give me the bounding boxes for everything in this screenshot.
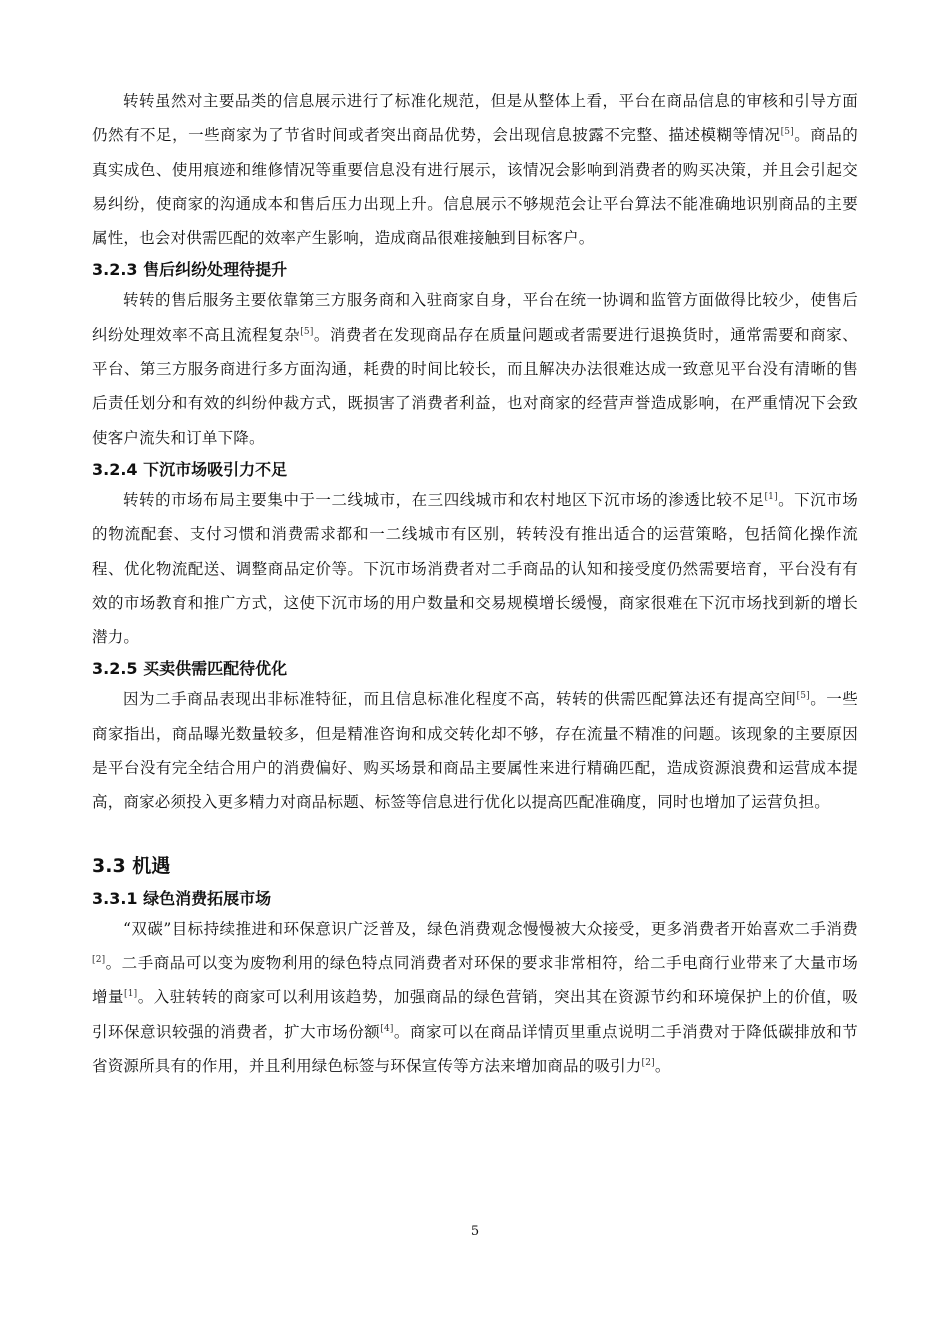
paragraph-text: 转转的市场布局主要集中于一二线城市，在三四线城市和农村地区下沉市场的渗透比较不足 xyxy=(123,490,765,509)
citation-marker: [1] xyxy=(764,491,778,502)
paragraph-text: “双碳”目标持续推进和环保意识广泛普及，绿色消费观念慢慢被大众接受，更多消费者开始喜欢二手消费 xyxy=(123,919,858,938)
citation-marker: [1] xyxy=(124,989,138,1000)
page-number: 5 xyxy=(470,1224,480,1239)
paragraph-text: 因为二手商品表现出非标准特征，而且信息标准化程度不高，转转的供需匹配算法还有提高空间 xyxy=(123,690,797,709)
paragraph xyxy=(92,84,858,255)
subsection-heading: 3.2.5 买卖供需匹配待优化 xyxy=(92,659,288,679)
citation-marker: [4] xyxy=(380,1023,394,1034)
paragraph xyxy=(92,483,858,654)
paragraph-text: 。入驻转转的商家可以利用该趋势，加强商品的绿色营销，突出其在资源节约和环境保护上的价值，吸引环保意识较强的消费者，扩大市场份额 xyxy=(92,988,858,1041)
citation-marker: [5] xyxy=(796,691,810,702)
citation-marker: [5] xyxy=(300,326,314,337)
subsection-heading: 3.3.1 绿色消费拓展市场 xyxy=(92,888,272,908)
paragraph-text: 。下沉市场的物流配套、支付习惯和消费需求都和一二线城市有区别，转转没有推出适合的运营策略，包括简化操作流程、优化物流配送、调整商品定价等。下沉市场消费者对二手商品的认知和接受度仍然需要培育，平台没有有效的市场教育和推广方式，这使下沉市场的用户数量和交易规模增长缓慢，商家很难在下沉市场找到新的增长潜力。 xyxy=(92,490,858,647)
paragraph-text: 转转的售后服务主要依靠第三方服务商和入驻商家自身，平台在统一协调和监管方面做得比较少，使售后纠纷处理效率不高且流程复杂 xyxy=(92,291,858,344)
paragraph-text: 。一些商家指出，商品曝光数量较多，但是精准咨询和成交转化却不够，存在流量不精准的问题。该现象的主要原因是平台没有完全结合用户的消费偏好、购买场景和商品主要属性来进行精确匹配，造成资源浪费和运营成本提高，商家必须投入更多精力对商品标题、标签等信息进行优化以提高匹配准确度，同时也增加了运营负担。 xyxy=(92,690,858,812)
paragraph-text: 。二手商品可以变为废物利用的绿色特点同消费者对环保的要求非常相符，给二手电商行业带来了大量市场增量 xyxy=(92,953,858,1007)
page-body xyxy=(92,84,858,1083)
subsection-heading: 3.2.3 售后纠纷处理待提升 xyxy=(92,260,288,280)
paragraph-text: 。商家可以在商品详情页里重点说明二手消费对于降低碳排放和节省资源所具有的作用，并且利用绿色标签与环保宣传等方法来增加商品的吸引力 xyxy=(92,1022,858,1075)
paragraph xyxy=(92,682,858,819)
citation-marker: [2] xyxy=(641,1057,655,1068)
paragraph-text: 。 xyxy=(654,1056,671,1075)
paragraph xyxy=(92,283,858,454)
subsection-heading: 3.2.4 下沉市场吸引力不足 xyxy=(92,459,288,479)
paragraph-text: 转转虽然对主要品类的信息展示进行了标准化规范，但是从整体上看，平台在商品信息的审核和引导方面仍然有不足，一些商家为了节省时间或者突出商品优势，会出现信息披露不完整、描述模糊等情况 xyxy=(92,92,858,145)
citation-marker: [5] xyxy=(780,127,794,138)
citation-marker: [2] xyxy=(92,954,106,965)
paragraph-text: 。商品的真实成色、使用痕迹和维修情况等重要信息没有进行展示，该情况会影响到消费者的购买决策，并且会引起交易纠纷，使商家的沟通成本和售后压力出现上升。信息展示不够规范会让平台算法不能准确地识别商品的主要属性，也会对供需匹配的效率产生影响，造成商品很难接触到目标客户。 xyxy=(92,126,858,248)
section-heading: 3.3 机遇 xyxy=(92,854,171,877)
paragraph-text: 。消费者在发现商品存在质量问题或者需要进行退换货时，通常需要和商家、平台、第三方服务商进行多方面沟通，耗费的时间比较长，而且解决办法很难达成一致意见平台没有清晰的售后责任划分和有效的纠纷仲裁方式，既损害了消费者利益，也对商家的经营声誉造成影响，在严重情况下会致使客户流失和订单下降。 xyxy=(92,325,858,447)
paragraph xyxy=(92,912,858,1083)
